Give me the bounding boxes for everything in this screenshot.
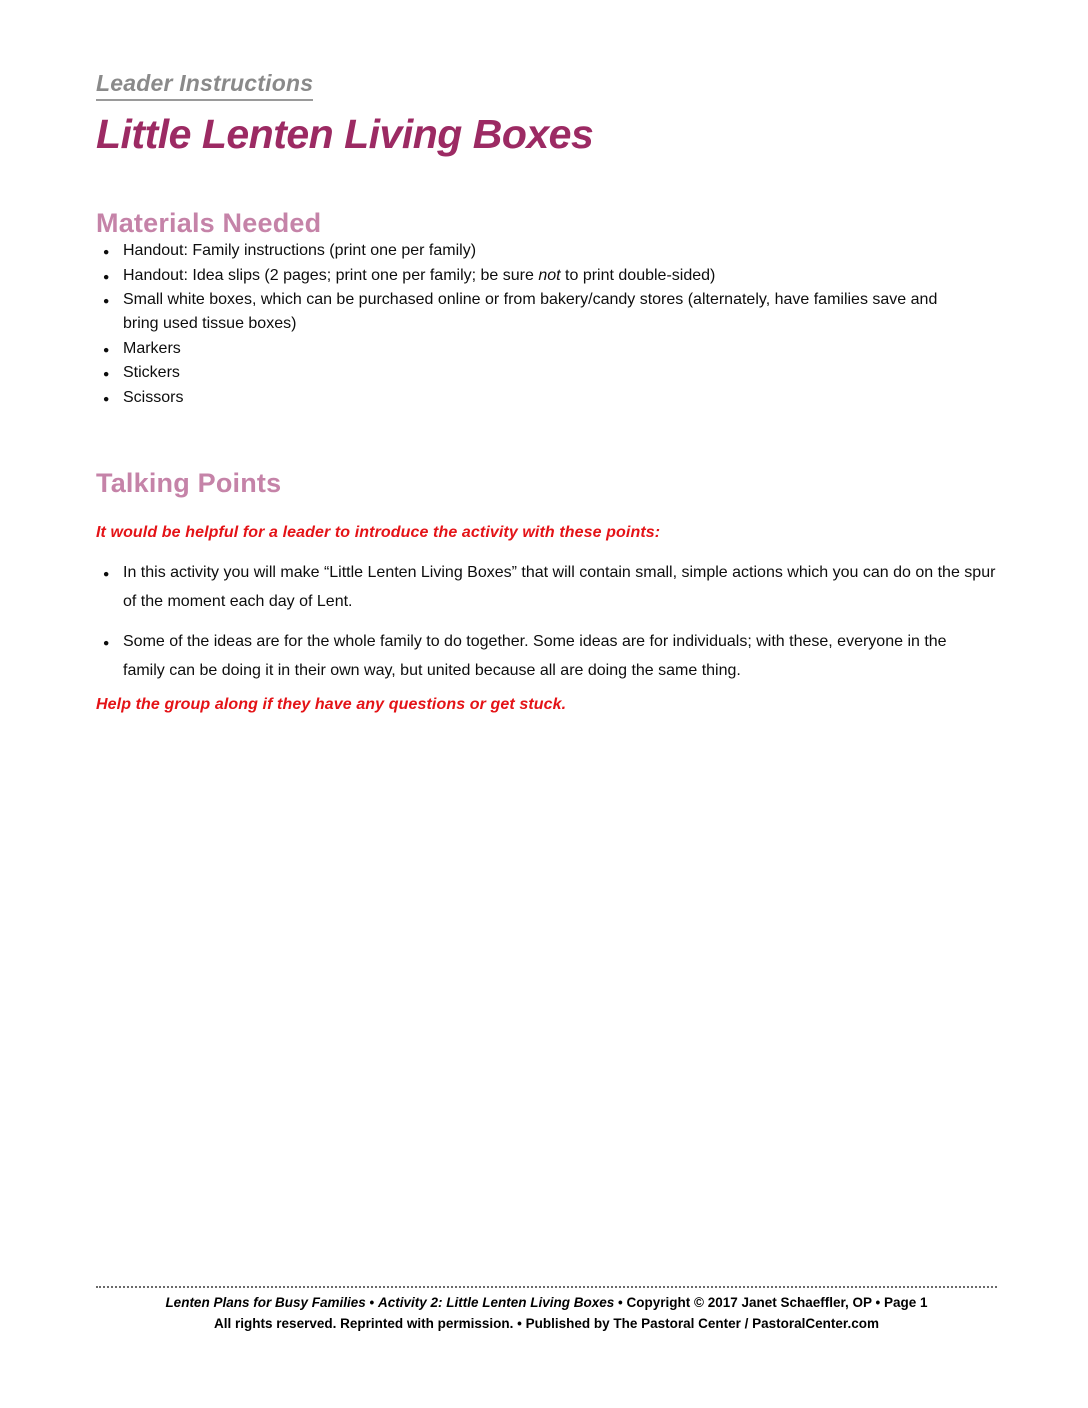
list-item <box>96 558 996 616</box>
footer-line-1 <box>96 1292 997 1313</box>
list-item-text-segment: to print double-sided) <box>560 266 716 284</box>
list-item <box>96 288 968 337</box>
bullet-icon <box>103 386 109 411</box>
bullet-icon <box>103 337 109 362</box>
talking-points-list <box>96 558 996 685</box>
talking-points-heading: Talking Points <box>96 467 282 498</box>
footer-line-2: All rights reserved. Reprinted with permission. • Published by The Pastoral Center / PastoralCenter.com <box>214 1316 879 1331</box>
bullet-icon <box>103 558 109 589</box>
list-item-text-segment: Handout: Idea slips (2 pages; print one per family; be sure <box>123 266 539 284</box>
page-footer <box>96 1286 997 1334</box>
footer-series-title: Lenten Plans for Busy Families <box>165 1295 366 1310</box>
leader-intro-note: It would be helpful for a leader to introduce the activity with these points: <box>96 523 661 541</box>
bullet-icon <box>103 239 109 264</box>
list-item-text: In this activity you will make “Little Lenten Living Boxes” that will contain small, simple actions which you can do on the spur of the moment each day of Lent. <box>123 563 996 610</box>
bullet-icon <box>103 264 109 289</box>
list-item-text-emphasis: not <box>538 266 561 284</box>
list-item <box>96 386 996 410</box>
list-item <box>96 361 996 385</box>
list-item-text: Scissors <box>123 388 184 406</box>
list-item <box>96 627 979 685</box>
list-item-text: Some of the ideas are for the whole family to do together. Some ideas are for individuals; with these, everyone in the family can be doing it in their own way, but united because all are doing the same thing. <box>123 632 947 679</box>
materials-heading: Materials Needed <box>96 208 322 239</box>
footer-separator: • <box>614 1295 627 1310</box>
list-item <box>96 264 996 288</box>
list-item-text: Stickers <box>123 364 180 382</box>
leader-outro-note: Help the group along if they have any questions or get stuck. <box>96 695 567 713</box>
eyebrow-heading: Leader Instructions <box>96 70 313 101</box>
footer-separator: • <box>365 1295 378 1310</box>
list-item-text: Small white boxes, which can be purchased online or from bakery/candy stores (alternately, have families save and bring used tissue boxes) <box>123 290 938 333</box>
footer-activity-title: Activity 2: Little Lenten Living Boxes <box>377 1295 615 1310</box>
footer-copyright: Copyright © 2017 Janet Schaeffler, OP • Page 1 <box>626 1295 928 1310</box>
bullet-icon <box>103 361 109 386</box>
page-title: Little Lenten Living Boxes <box>96 111 594 157</box>
list-item-text: Handout: Family instructions (print one per family) <box>123 242 477 260</box>
bullet-icon <box>103 288 109 313</box>
list-item <box>96 337 996 361</box>
list-item-text: Markers <box>123 339 181 357</box>
list-item <box>96 239 996 263</box>
page-content <box>96 0 996 730</box>
bullet-icon <box>103 627 109 658</box>
list-item-text <box>123 267 715 284</box>
materials-list <box>96 239 996 410</box>
